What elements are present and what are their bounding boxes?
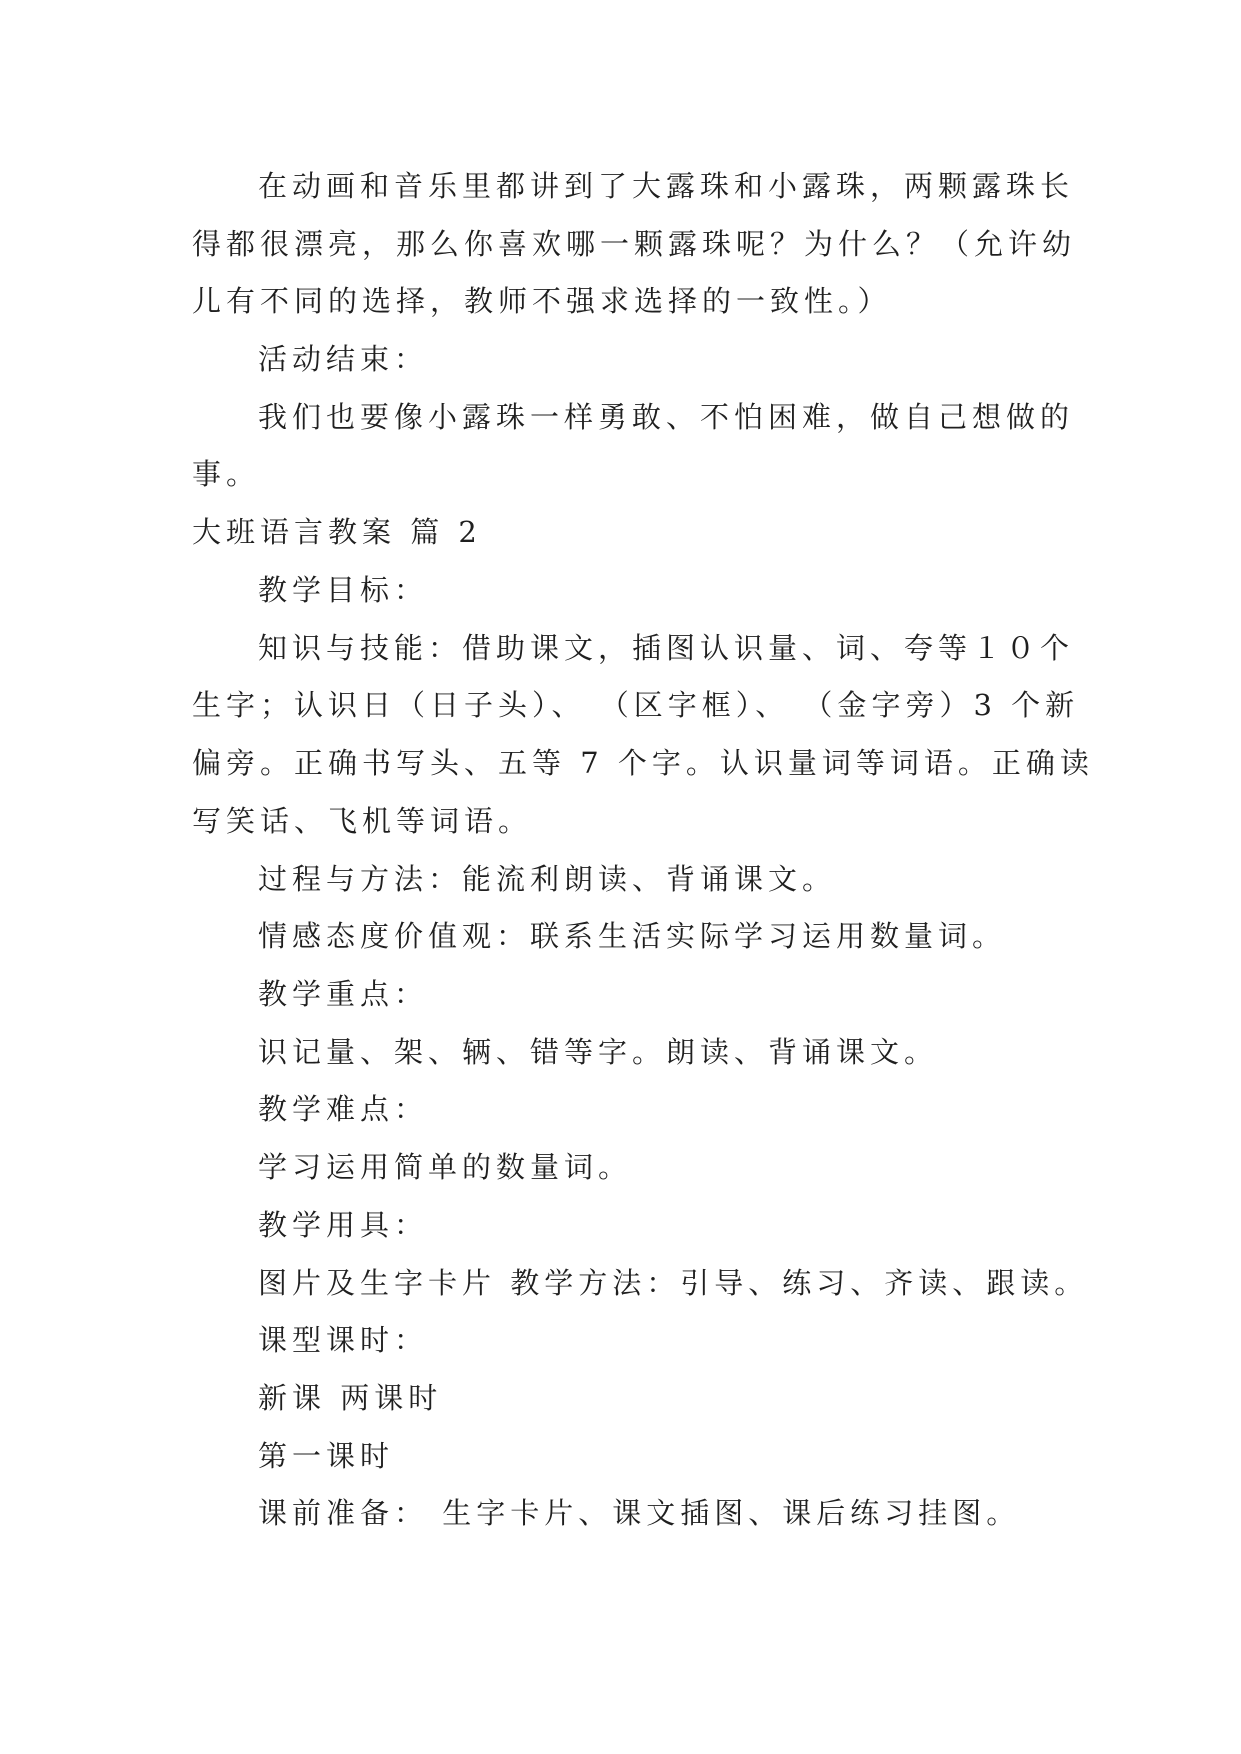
- section-label: 教学目标：: [258, 573, 429, 607]
- paragraph-line: 过程与方法：能流利朗读、背诵课文。: [258, 862, 837, 896]
- paragraph-line: 得都很漂亮，那么你喜欢哪一颗露珠呢？为什么？（允许幼: [192, 227, 1077, 261]
- paragraph-line: 学习运用简单的数量词。: [258, 1150, 633, 1184]
- paragraph-line: 情感态度价值观：联系生活实际学习运用数量词。: [258, 919, 1007, 953]
- paragraph-line: 儿有不同的选择，教师不强求选择的一致性。）: [192, 284, 892, 318]
- paragraph-line: 第一课时: [258, 1439, 395, 1473]
- paragraph-line: 在动画和音乐里都讲到了大露珠和小露珠，两颗露珠长: [258, 169, 1075, 203]
- section-label: 课型课时：: [258, 1323, 429, 1357]
- paragraph-line: 知识与技能：借助课文，插图认识量、词、夸等１０个: [258, 631, 1075, 665]
- paragraph-line: 新课 两课时: [258, 1381, 443, 1415]
- section-heading: 大班语言教案 篇 2: [192, 515, 482, 549]
- paragraph-line: 生字；认识日（日子头）、 （区字框）、 （金字旁）3 个新: [192, 688, 1080, 722]
- paragraph-line: 课前准备： 生字卡片、课文插图、课后练习挂图。: [258, 1496, 1021, 1530]
- paragraph-line: 图片及生字卡片 教学方法：引导、练习、齐读、跟读。: [258, 1266, 1089, 1300]
- section-label: 教学重点：: [258, 977, 429, 1011]
- paragraph-line: 写笑话、飞机等词语。: [192, 804, 533, 838]
- paragraph-line: 偏旁。正确书写头、五等 7 个字。认识量词等词语。正确读: [192, 746, 1094, 780]
- paragraph-line: 我们也要像小露珠一样勇敢、不怕困难，做自己想做的: [258, 400, 1075, 434]
- section-label: 教学用具：: [258, 1208, 429, 1242]
- paragraph-line: 识记量、架、辆、错等字。朗读、背诵课文。: [258, 1035, 939, 1069]
- section-label: 教学难点：: [258, 1092, 429, 1126]
- section-label: 活动结束：: [258, 342, 429, 376]
- paragraph-line: 事。: [192, 457, 261, 491]
